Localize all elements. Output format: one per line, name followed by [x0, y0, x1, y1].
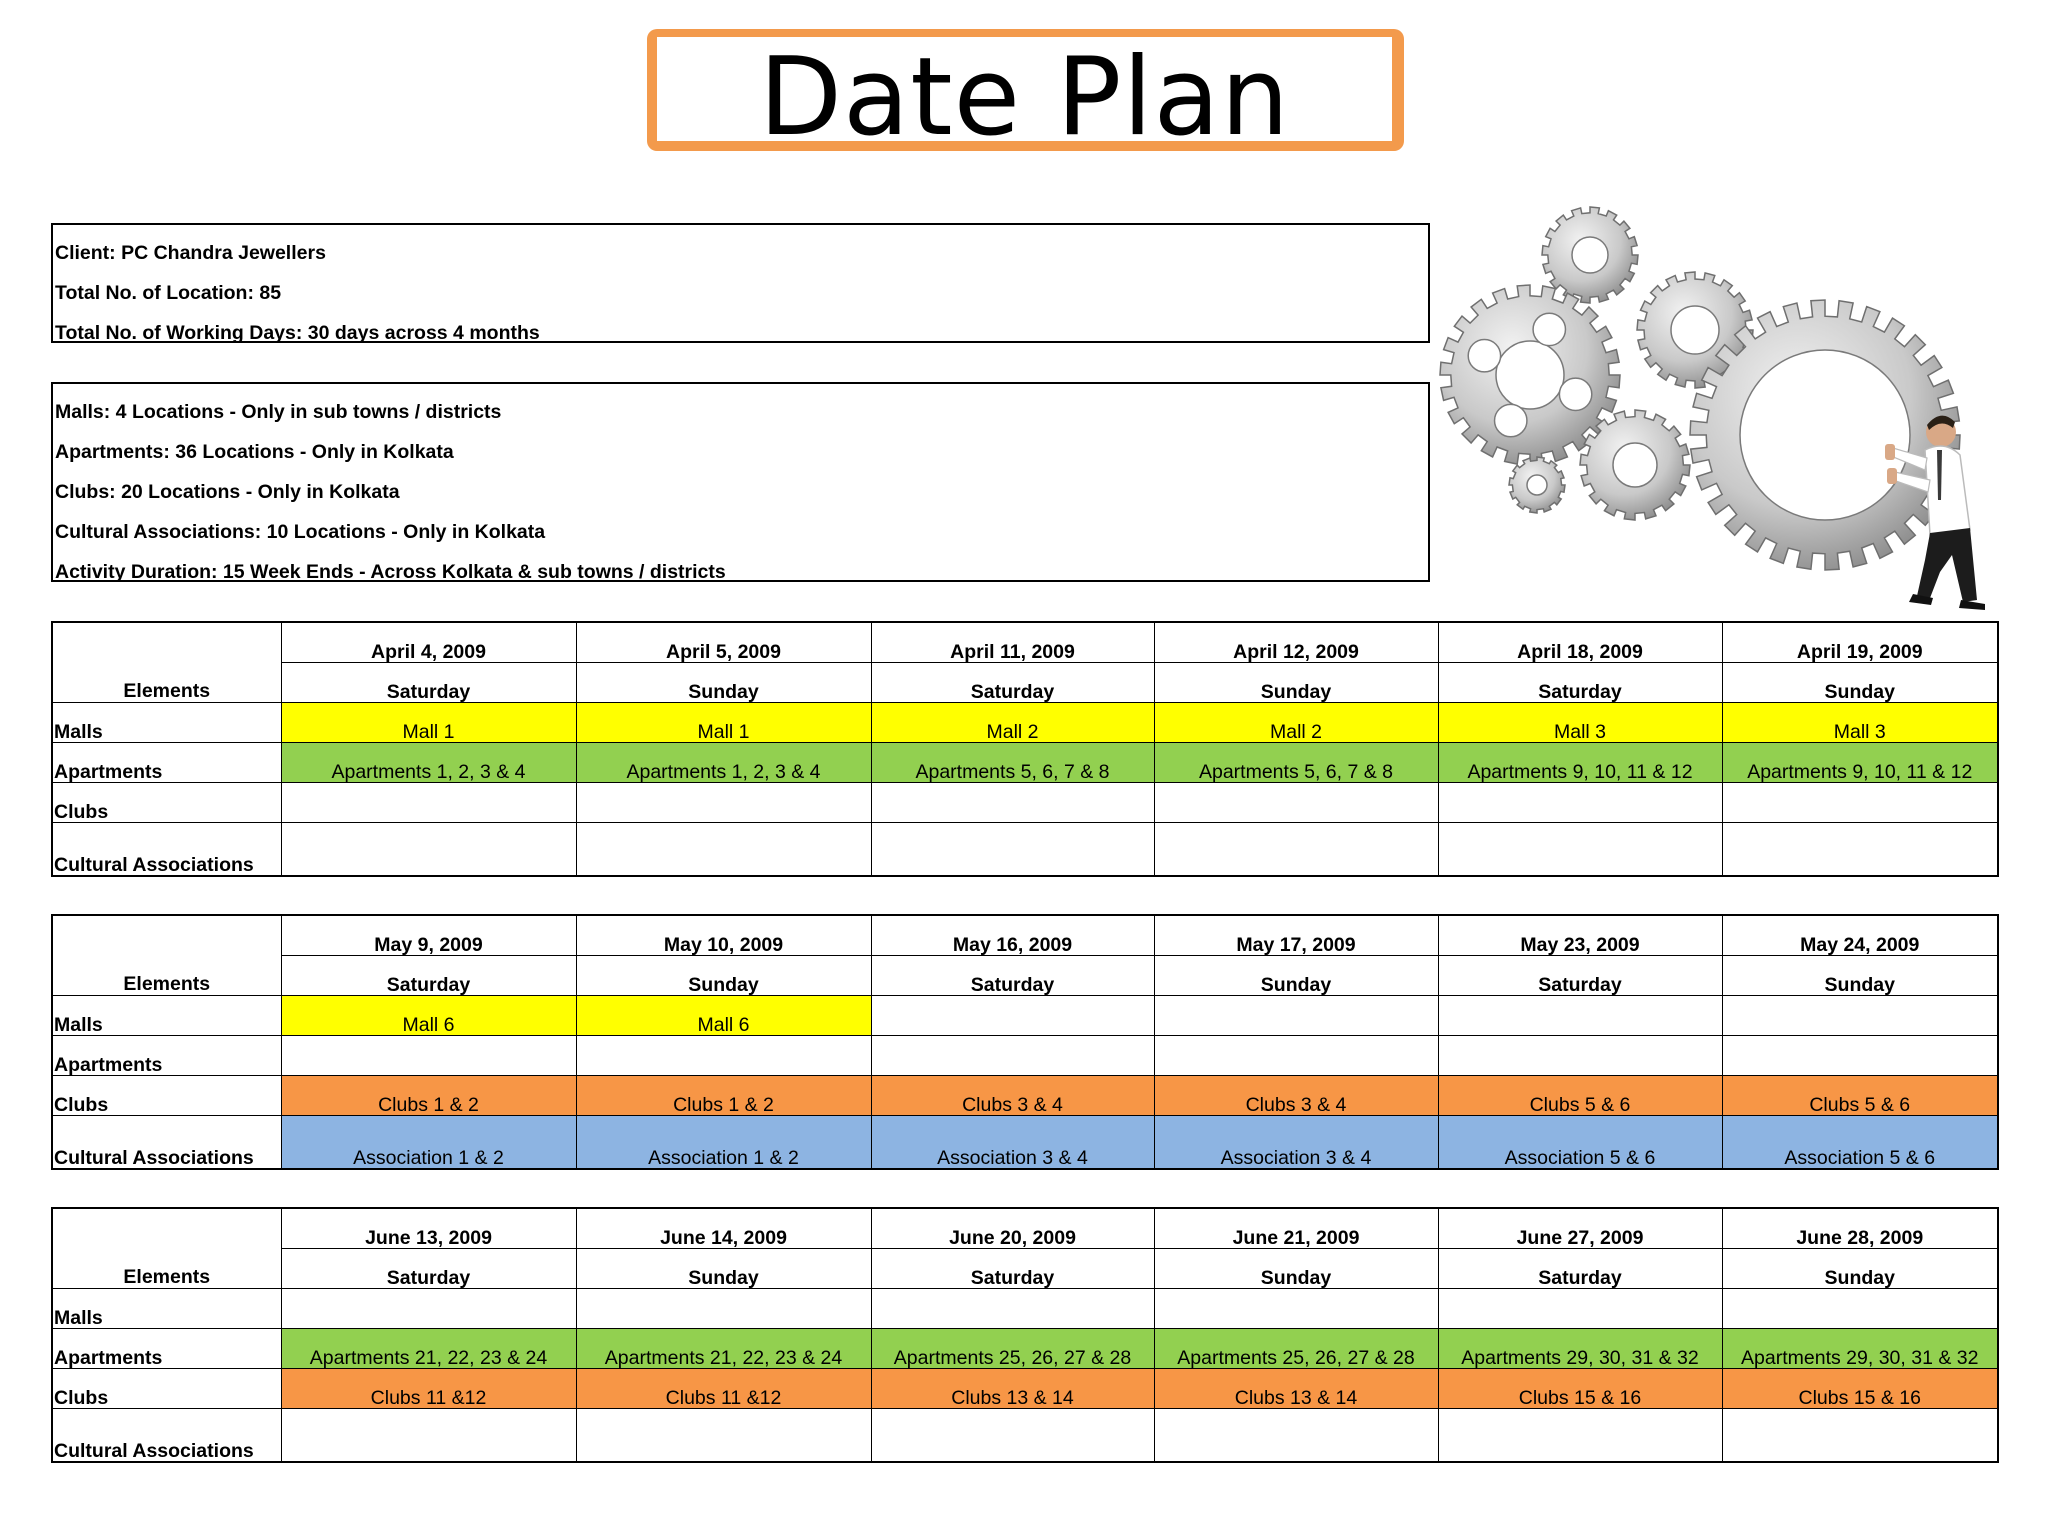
mall-cell: Mall 1: [576, 702, 871, 742]
date-cell: April 5, 2009: [576, 622, 871, 662]
row-label-cultural-associations: Cultural Associations: [52, 1115, 281, 1169]
day-cell: Sunday: [1722, 955, 1998, 995]
date-cell: May 10, 2009: [576, 915, 871, 955]
day-cell: Sunday: [576, 662, 871, 702]
mall-cell: [871, 1288, 1154, 1328]
apartment-cell: Apartments 5, 6, 7 & 8: [871, 742, 1154, 782]
date-plan-table-april: [51, 621, 1999, 877]
association-cell: [871, 822, 1154, 876]
date-cell: May 9, 2009: [281, 915, 576, 955]
mall-cell: [1438, 995, 1722, 1035]
apartment-cell: Apartments 29, 30, 31 & 32: [1722, 1328, 1998, 1368]
apartment-cell: Apartments 5, 6, 7 & 8: [1154, 742, 1438, 782]
day-cell: Saturday: [871, 662, 1154, 702]
gears-and-businessman-illustration: [1425, 200, 2035, 620]
row-label-clubs: Clubs: [52, 1368, 281, 1408]
day-cell: Sunday: [576, 955, 871, 995]
mall-cell: Mall 3: [1438, 702, 1722, 742]
apartments-scope-line: Apartments: 36 Locations - Only in Kolkata: [55, 441, 454, 463]
mall-cell: Mall 2: [1154, 702, 1438, 742]
association-cell: [576, 1408, 871, 1462]
club-cell: Clubs 5 & 6: [1722, 1075, 1998, 1115]
club-cell: Clubs 1 & 2: [281, 1075, 576, 1115]
mall-cell: Mall 2: [871, 702, 1154, 742]
date-cell: May 24, 2009: [1722, 915, 1998, 955]
row-label-cultural-associations: Cultural Associations: [52, 1408, 281, 1462]
date-cell: April 19, 2009: [1722, 622, 1998, 662]
date-cell: April 4, 2009: [281, 622, 576, 662]
association-cell: Association 1 & 2: [576, 1115, 871, 1169]
mall-cell: [1154, 995, 1438, 1035]
clubs-scope-line: Clubs: 20 Locations - Only in Kolkata: [55, 481, 400, 503]
scope-info-box: [51, 382, 1430, 582]
day-cell: Sunday: [1154, 1248, 1438, 1288]
row-label-malls: Malls: [52, 702, 281, 742]
club-cell: Clubs 15 & 16: [1722, 1368, 1998, 1408]
day-cell: Saturday: [1438, 1248, 1722, 1288]
apartment-cell: Apartments 21, 22, 23 & 24: [576, 1328, 871, 1368]
association-cell: [871, 1408, 1154, 1462]
apartment-cell: Apartments 9, 10, 11 & 12: [1722, 742, 1998, 782]
club-cell: Clubs 3 & 4: [871, 1075, 1154, 1115]
association-cell: [1722, 1408, 1998, 1462]
apartment-cell: [871, 1035, 1154, 1075]
club-cell: Clubs 5 & 6: [1438, 1075, 1722, 1115]
elements-header: Elements: [52, 915, 281, 995]
association-cell: Association 3 & 4: [871, 1115, 1154, 1169]
association-cell: [281, 822, 576, 876]
cultural-scope-line: Cultural Associations: 10 Locations - Only in Kolkata: [55, 521, 546, 543]
mall-cell: Mall 3: [1722, 702, 1998, 742]
association-cell: [1438, 1408, 1722, 1462]
apartment-cell: Apartments 1, 2, 3 & 4: [576, 742, 871, 782]
apartment-cell: [1722, 1035, 1998, 1075]
total-location-line: Total No. of Location: 85: [55, 282, 282, 304]
date-cell: June 21, 2009: [1154, 1208, 1438, 1248]
club-cell: Clubs 11 &12: [281, 1368, 576, 1408]
date-cell: June 20, 2009: [871, 1208, 1154, 1248]
club-cell: [1154, 782, 1438, 822]
row-label-malls: Malls: [52, 995, 281, 1035]
malls-scope-line: Malls: 4 Locations - Only in sub towns / districts: [55, 401, 502, 423]
day-cell: Saturday: [1438, 662, 1722, 702]
date-cell: June 13, 2009: [281, 1208, 576, 1248]
club-cell: Clubs 3 & 4: [1154, 1075, 1438, 1115]
day-cell: Saturday: [871, 955, 1154, 995]
page-title: Date Plan: [758, 35, 1291, 160]
club-cell: [871, 782, 1154, 822]
mall-cell: [871, 995, 1154, 1035]
mall-cell: [576, 1288, 871, 1328]
day-cell: Sunday: [1154, 662, 1438, 702]
apartment-cell: Apartments 25, 26, 27 & 28: [871, 1328, 1154, 1368]
apartment-cell: [1154, 1035, 1438, 1075]
apartment-cell: [281, 1035, 576, 1075]
date-cell: June 14, 2009: [576, 1208, 871, 1248]
elements-header: Elements: [52, 622, 281, 702]
date-cell: May 17, 2009: [1154, 915, 1438, 955]
date-cell: April 18, 2009: [1438, 622, 1722, 662]
apartment-cell: [576, 1035, 871, 1075]
row-label-apartments: Apartments: [52, 742, 281, 782]
day-cell: Sunday: [576, 1248, 871, 1288]
club-cell: Clubs 13 & 14: [1154, 1368, 1438, 1408]
apartment-cell: Apartments 25, 26, 27 & 28: [1154, 1328, 1438, 1368]
mall-cell: [1438, 1288, 1722, 1328]
date-plan-table-june: [51, 1207, 1999, 1463]
apartment-cell: Apartments 9, 10, 11 & 12: [1438, 742, 1722, 782]
apartment-cell: Apartments 1, 2, 3 & 4: [281, 742, 576, 782]
club-cell: [576, 782, 871, 822]
day-cell: Saturday: [281, 662, 576, 702]
mall-cell: [281, 1288, 576, 1328]
association-cell: [576, 822, 871, 876]
association-cell: [281, 1408, 576, 1462]
working-days-line: Total No. of Working Days: 30 days across 4 months: [55, 322, 540, 344]
day-cell: Saturday: [281, 1248, 576, 1288]
club-cell: Clubs 13 & 14: [871, 1368, 1154, 1408]
club-cell: Clubs 15 & 16: [1438, 1368, 1722, 1408]
client-info-box: [51, 223, 1430, 343]
apartment-cell: Apartments 21, 22, 23 & 24: [281, 1328, 576, 1368]
association-cell: [1438, 822, 1722, 876]
client-line: Client: PC Chandra Jewellers: [55, 242, 326, 264]
mall-cell: [1154, 1288, 1438, 1328]
row-label-apartments: Apartments: [52, 1328, 281, 1368]
date-cell: April 11, 2009: [871, 622, 1154, 662]
day-cell: Saturday: [281, 955, 576, 995]
row-label-apartments: Apartments: [52, 1035, 281, 1075]
day-cell: Sunday: [1722, 662, 1998, 702]
date-cell: April 12, 2009: [1154, 622, 1438, 662]
mall-cell: Mall 6: [576, 995, 871, 1035]
mall-cell: [1722, 995, 1998, 1035]
club-cell: [1722, 782, 1998, 822]
apartment-cell: Apartments 29, 30, 31 & 32: [1438, 1328, 1722, 1368]
elements-header: Elements: [52, 1208, 281, 1288]
row-label-clubs: Clubs: [52, 1075, 281, 1115]
date-cell: June 27, 2009: [1438, 1208, 1722, 1248]
title-box: [647, 29, 1404, 160]
club-cell: Clubs 11 &12: [576, 1368, 871, 1408]
activity-duration-line: Activity Duration: 15 Week Ends - Across Kolkata & sub towns / districts: [55, 561, 726, 583]
association-cell: [1154, 822, 1438, 876]
club-cell: [281, 782, 576, 822]
date-cell: June 28, 2009: [1722, 1208, 1998, 1248]
date-cell: May 23, 2009: [1438, 915, 1722, 955]
day-cell: Sunday: [1722, 1248, 1998, 1288]
club-cell: [1438, 782, 1722, 822]
row-label-clubs: Clubs: [52, 782, 281, 822]
association-cell: Association 5 & 6: [1438, 1115, 1722, 1169]
club-cell: Clubs 1 & 2: [576, 1075, 871, 1115]
day-cell: Saturday: [871, 1248, 1154, 1288]
association-cell: [1722, 822, 1998, 876]
row-label-cultural-associations: Cultural Associations: [52, 822, 281, 876]
day-cell: Saturday: [1438, 955, 1722, 995]
association-cell: Association 1 & 2: [281, 1115, 576, 1169]
day-cell: Sunday: [1154, 955, 1438, 995]
date-plan-table-may: [51, 914, 1999, 1170]
mall-cell: Mall 1: [281, 702, 576, 742]
association-cell: Association 3 & 4: [1154, 1115, 1438, 1169]
mall-cell: [1722, 1288, 1998, 1328]
mall-cell: Mall 6: [281, 995, 576, 1035]
row-label-malls: Malls: [52, 1288, 281, 1328]
date-cell: May 16, 2009: [871, 915, 1154, 955]
association-cell: [1154, 1408, 1438, 1462]
apartment-cell: [1438, 1035, 1722, 1075]
association-cell: Association 5 & 6: [1722, 1115, 1998, 1169]
